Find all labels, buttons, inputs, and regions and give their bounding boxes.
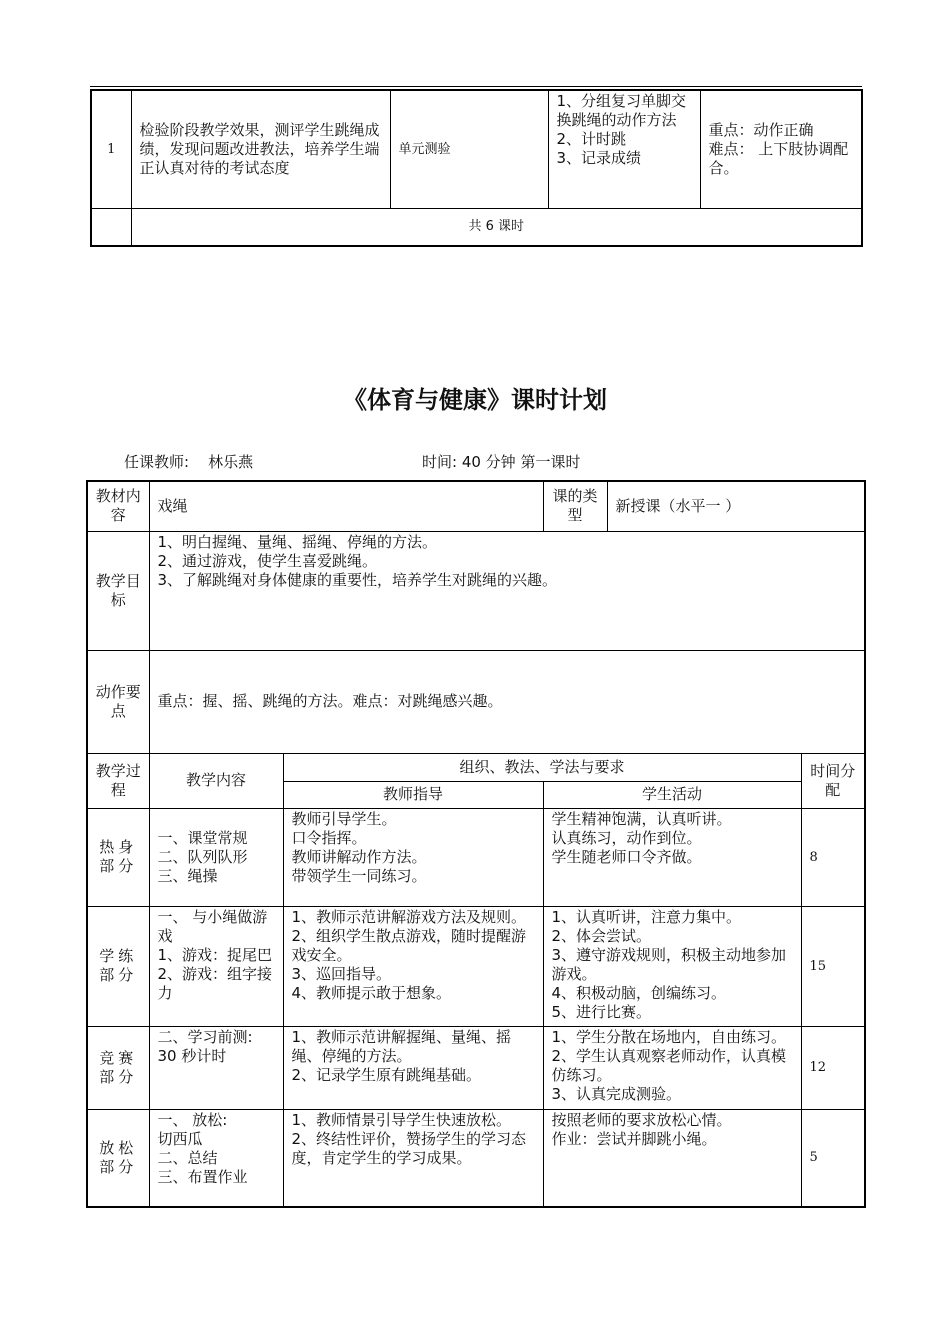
row-number: 1 — [91, 90, 131, 208]
table-row — [87, 1026, 865, 1109]
teacher-info — [124, 451, 253, 472]
section-name: 竞赛部分 — [87, 1026, 149, 1109]
section-name: 放松部分 — [87, 1109, 149, 1207]
list-item: 一、 放松: — [157, 1110, 228, 1129]
section-teacher — [283, 808, 543, 906]
teacher-name: 林乐燕 — [208, 453, 254, 471]
list-item: 3、巡回指导。 — [291, 964, 392, 983]
list-item: 2、终结性评价，赞扬学生的学习态度，肯定学生的学习成果。 — [291, 1129, 527, 1167]
list-item: 三、布置作业 — [157, 1167, 248, 1186]
list-item: 3、了解跳绳对身体健康的重要性，培养学生对跳绳的兴趣。 — [157, 570, 558, 589]
list-item: 一、课堂常规 — [157, 828, 248, 847]
unit-content: 单元测验 — [390, 90, 548, 208]
goals-list — [149, 531, 865, 650]
list-item: 教师讲解动作方法。 — [291, 847, 427, 866]
list-item: 2、记录学生原有跳绳基础。 — [291, 1065, 482, 1084]
section-student — [543, 808, 801, 906]
table-row — [87, 1109, 865, 1207]
section-student — [543, 1026, 801, 1109]
section-time: 12 — [801, 1026, 865, 1109]
table-row — [91, 90, 862, 208]
list-item: 1、明白握绳、量绳、摇绳、停绳的方法。 — [157, 532, 438, 551]
time-info: 时间: 40 分钟 第一课时 — [422, 453, 581, 471]
key-points-value: 重点：握、摇、跳绳的方法。难点：对跳绳感兴趣。 — [149, 650, 865, 753]
page-top-rule — [90, 86, 862, 87]
table-row — [87, 481, 865, 531]
list-item: 2、组织学生散点游戏，随时提醒游戏安全。 — [291, 926, 527, 964]
list-item: 3、记录成绩 — [556, 149, 642, 167]
header-content: 教学内容 — [149, 753, 283, 808]
table-row — [87, 650, 865, 753]
list-item: 2、游戏：组字接力 — [157, 964, 273, 1002]
lesson-type-value: 新授课（水平一 ） — [607, 481, 865, 531]
goals-label: 教学目标 — [87, 531, 149, 650]
header-student: 学生活动 — [543, 781, 801, 808]
table-row — [91, 208, 862, 246]
list-item: 2、计时跳 — [556, 130, 627, 148]
section-student — [543, 906, 801, 1026]
list-item: 3、遵守游戏规则，积极主动地参加游戏。 — [551, 945, 787, 983]
material-value: 戏绳 — [149, 481, 543, 531]
material-label: 教材内容 — [87, 481, 149, 531]
unit-objective: 检验阶段教学效果，测评学生跳绳成绩，发现问题改进教法，培养学生端正认真对待的考试态度 — [131, 90, 390, 208]
table-row — [87, 906, 865, 1026]
section-name: 学练部分 — [87, 906, 149, 1026]
lesson-plan-table — [86, 480, 866, 1208]
section-content — [149, 906, 283, 1026]
teacher-label: 任课教师: — [124, 453, 190, 471]
list-item: 三、绳操 — [157, 866, 218, 885]
list-item: 学生精神饱满，认真听讲。 — [551, 809, 732, 828]
section-content — [149, 1026, 283, 1109]
section-teacher — [283, 1026, 543, 1109]
list-item: 难点： 上下肢协调配合。 — [708, 139, 849, 177]
list-item: 认真练习，动作到位。 — [551, 828, 702, 847]
header-teacher: 教师指导 — [283, 781, 543, 808]
section-content — [149, 1109, 283, 1207]
list-item: 二、总结 — [157, 1148, 218, 1167]
section-time: 5 — [801, 1109, 865, 1207]
list-item: 5、进行比赛。 — [551, 1002, 652, 1021]
table-header-row — [87, 753, 865, 781]
list-item: 切西瓜 — [157, 1129, 203, 1148]
section-content — [149, 808, 283, 906]
section-name: 热身部分 — [87, 808, 149, 906]
unit-focus — [700, 90, 862, 208]
list-item: 3、认真完成测验。 — [551, 1084, 682, 1103]
header-time: 时间分配 — [801, 753, 865, 808]
list-item: 1、教师示范讲解握绳、量绳、摇绳、停绳的方法。 — [291, 1027, 512, 1065]
list-item: 1、教师示范讲解游戏方法及规则。 — [291, 907, 527, 926]
list-item: 1、教师情景引导学生快速放松。 — [291, 1110, 512, 1129]
page-title: 《体育与健康》课时计划 — [343, 386, 607, 414]
list-item: 学生随老师口令齐做。 — [551, 847, 702, 866]
list-item: 1、认真听讲，注意力集中。 — [551, 907, 742, 926]
list-item: 二、队列队形 — [157, 847, 248, 866]
header-process: 教学过程 — [87, 753, 149, 808]
list-item: 按照老师的要求放松心情。 — [551, 1110, 732, 1129]
list-item: 2、通过游戏，使学生喜爱跳绳。 — [157, 551, 378, 570]
unit-methods — [548, 90, 700, 208]
section-teacher — [283, 906, 543, 1026]
list-item: 教师引导学生。 — [291, 809, 397, 828]
list-item: 口令指挥。 — [291, 828, 367, 847]
empty-cell — [91, 208, 131, 246]
key-points-label: 动作要点 — [87, 650, 149, 753]
section-time: 15 — [801, 906, 865, 1026]
list-item: 1、游戏：捉尾巴 — [157, 945, 273, 964]
table-row — [87, 531, 865, 650]
list-item: 4、积极动脑，创编练习。 — [551, 983, 727, 1002]
section-teacher — [283, 1109, 543, 1207]
list-item: 4、教师提示敢于想象。 — [291, 983, 452, 1002]
list-item: 1、分组复习单脚交换跳绳的动作方法 — [556, 92, 687, 129]
list-item: 带领学生一同练习。 — [291, 866, 427, 885]
list-item: 2、体会尝试。 — [551, 926, 652, 945]
list-item: 二、学习前测: — [157, 1027, 253, 1046]
section-time: 8 — [801, 808, 865, 906]
list-item: 作业：尝试并脚跳小绳。 — [551, 1129, 717, 1148]
list-item: 重点：动作正确 — [708, 120, 814, 139]
list-item: 1、学生分散在场地内，自由练习。2、学生认真观察老师动作，认真模仿练习。 — [551, 1027, 787, 1084]
lesson-type-label: 课的类型 — [543, 481, 607, 531]
list-item: 30 秒计时 — [157, 1046, 227, 1065]
total-hours: 共 6 课时 — [131, 208, 862, 246]
unit-summary-table — [90, 89, 863, 247]
list-item: 一、 与小绳做游戏 — [157, 907, 268, 945]
section-student — [543, 1109, 801, 1207]
table-row — [87, 808, 865, 906]
header-org: 组织、教法、学法与要求 — [283, 753, 801, 781]
